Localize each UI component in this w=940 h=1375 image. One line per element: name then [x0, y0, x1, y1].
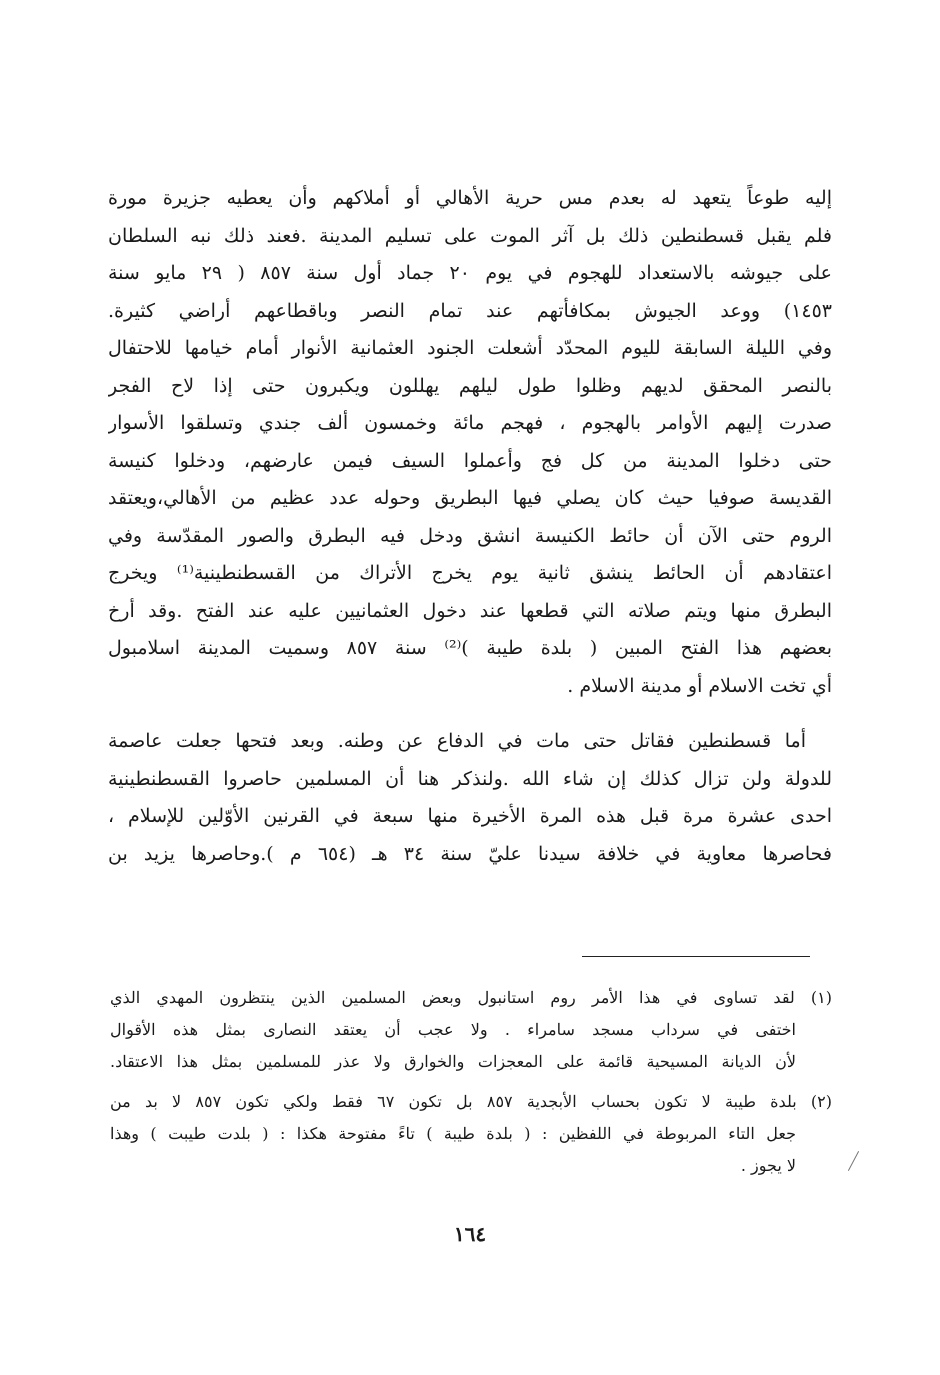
footnote-line: (١) لقد تساوى في هذا الأمر روم استانبول وبعض المسلمين الذين ينتظرون المهدي الذي — [110, 988, 832, 1007]
text-line: أما قسطنطين فقاتل حتى مات في الدفاع عن وطنه. وبعد فتحها جعلت عاصمة — [108, 730, 806, 752]
stray-pen-mark — [848, 1151, 859, 1171]
text-line: أي تخت الاسلام أو مدينة الاسلام . — [567, 674, 832, 697]
footnotes-block — [110, 982, 832, 1182]
paragraph-2 — [108, 723, 832, 873]
footnote-line: لأن الديانة المسيحية قائمة على المعجزات والخوارق ولا عذر للمسلمين بمثل هذا الاعتقاد. — [110, 1052, 796, 1071]
main-text-block — [108, 180, 832, 873]
text-line: اعتقادهم أن الحائط ينشق ثانية يوم يخرج الأتراك من القسطنطينية⁽¹⁾ ويخرج — [108, 562, 832, 584]
text-line: إليه طوعاً يتعهد له بعدم مس حرية الأهالي أو أملاكهم وأن يعطيه جزيرة مورة — [108, 187, 832, 209]
footnote-1 — [110, 982, 832, 1078]
footnote-gap — [110, 1078, 832, 1086]
text-line: بالنصر المحقق لديهم وظلوا طول ليلهم يهللون ويكبرون حتى إذا لاح الفجر — [108, 374, 832, 397]
text-line: حتى دخلوا المدينة من كل فج وأعملوا السيف فيمن عارضهم، ودخلوا كنيسة — [108, 449, 832, 472]
text-line: القديسة صوفيا حيث كان يصلي فيها البطريق وحوله عدد عظيم من الأهالي،ويعتقد — [108, 487, 832, 509]
text-line: على جيوشه بالاستعداد للهجوم في يوم ٢٠ جماد أول سنة ٨٥٧ ( ٢٩ مايو سنة — [108, 262, 832, 284]
footnote-separator — [582, 956, 810, 957]
text-line: احدى عشرة مرة قبل هذه المرة الأخيرة منها سبعة في القرنين الأوّلين للإسلام ، — [108, 805, 832, 827]
page-number: ١٦٤ — [453, 1222, 487, 1246]
text-line: فحاصرها معاوية في خلافة سيدنا عليّ سنة ٣٤ هـ (٦٥٤ م ).وحاصرها يزيد بن — [108, 842, 832, 865]
paragraph-gap — [108, 705, 832, 723]
footnote-line: جعل التاء المربوطة في اللفظين : ( بلدة طيبة ) تاءً مفتوحة هكذا : ( بلدت طيبت ) وهذا — [110, 1124, 796, 1143]
footnote-line: (٢) بلدة طيبة لا تكون بحساب الأبجدية ٨٥٧ بل تكون ٦٧ فقط ولكي تكون ٨٥٧ لا بد من — [110, 1092, 832, 1111]
footnote-line: اختفى في سرداب مسجد سامراء . ولا عجب أن يعتقد النصارى بمثل هذه الأقوال — [110, 1020, 796, 1039]
text-line: وفي الليلة السابقة لليوم المحدّد أشعلت الجنود العثمانية الأنوار أمام خيامها للاحتفال — [108, 337, 832, 359]
text-line: ١٤٥٣) ووعد الجيوش بمكافأتهم عند تمام النصر وباقطاعهم أراضي كثيرة. — [108, 299, 832, 322]
text-line: فلم يقبل قسطنطين ذلك بل آثر الموت على تسليم المدينة .فعند ذلك نبه السلطان — [108, 224, 832, 247]
footnote-line: لا يجوز . — [740, 1156, 796, 1175]
text-line: الروم حتى الآن أن حائط الكنيسة انشق ودخل فيه البطرق والصور المقدّسة وفي — [108, 524, 832, 547]
footnote-2 — [110, 1086, 832, 1182]
text-line: للدولة ولن تزال كذلك إن شاء الله .ولنذكر هنا أن المسلمين حاصروا القسطنطينية — [108, 767, 832, 790]
text-line: بعضهم هذا الفتح المبين ( بلدة طيبة )⁽²⁾ سنة ٨٥٧ وسميت المدينة اسلامبول — [108, 637, 832, 659]
text-line: البطرق منها ويتم صلاته التي قطعها عند دخول العثمانيين عليه عند الفتح .وقد أرخ — [108, 599, 832, 622]
paragraph-1 — [108, 180, 832, 705]
text-line: صدرت إليهم الأوامر بالهجوم ، فهجم مائة وخمسون ألف جندي وتسلقوا الأسوار — [108, 412, 832, 434]
